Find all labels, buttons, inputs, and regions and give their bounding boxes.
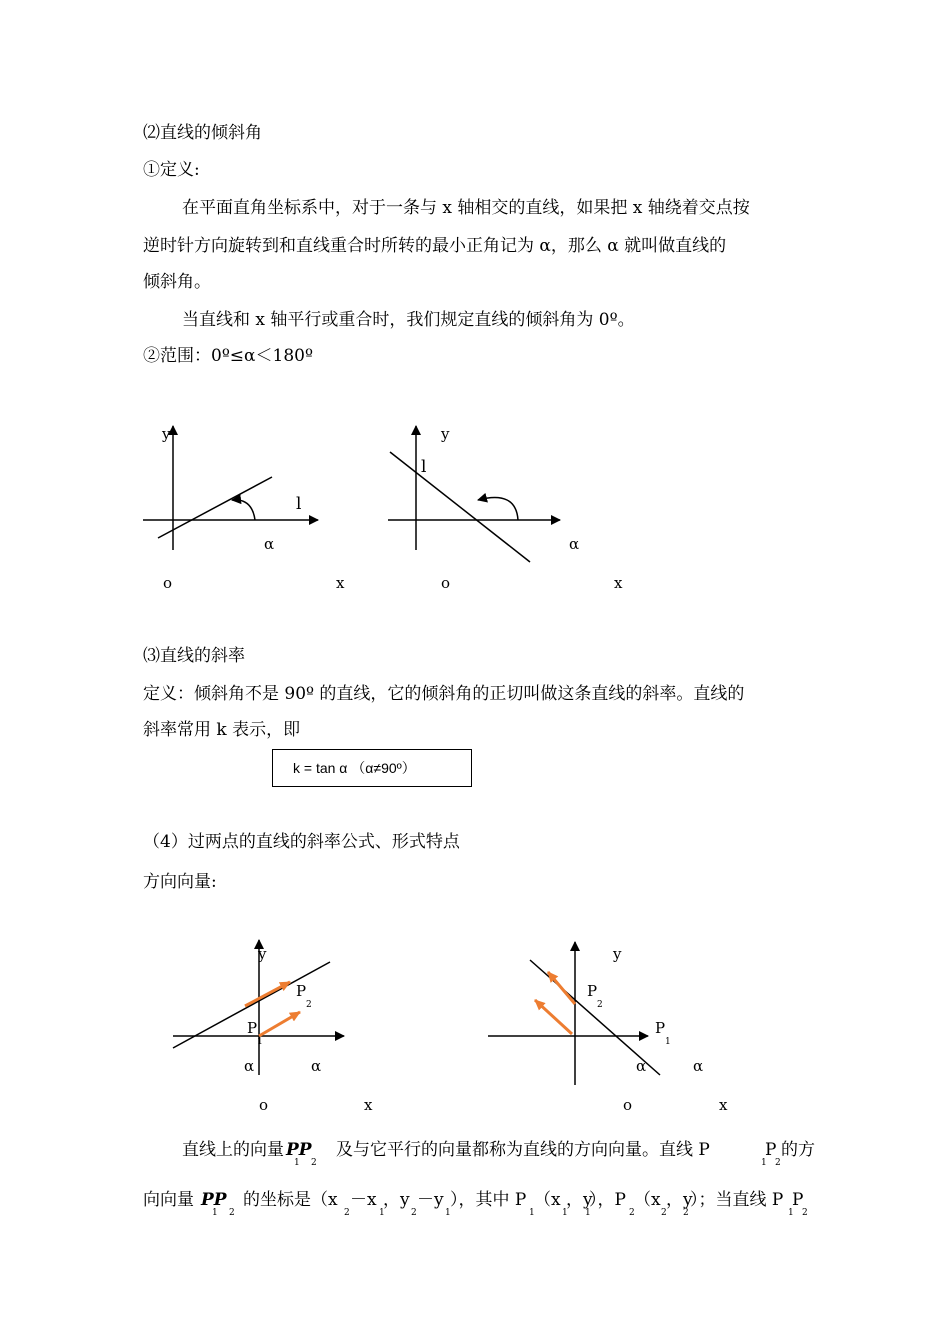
line-subscript-1: 1: [761, 1158, 767, 1168]
point-p1-subscript: 1: [257, 1037, 263, 1047]
x-axis-label: x: [614, 574, 623, 592]
zero-angle-rule: 当直线和 x 轴平行或重合时，我们规定直线的倾斜角为 0º。: [182, 310, 635, 330]
line-label: l: [421, 457, 427, 477]
range-text: ②范围：0º≤α＜180º: [143, 346, 313, 366]
x-axis-label: x: [336, 574, 345, 592]
paragraph-line-2-d: ，y: [383, 1190, 410, 1210]
slope-definition-line-1: 定义：倾斜角不是 90º 的直线，它的倾斜角的正切叫做这条直线的斜率。直线的: [143, 684, 745, 704]
alpha-label: α: [311, 1057, 322, 1075]
vector-p1p2: PP: [286, 1140, 312, 1160]
paragraph-line-2-b: 的坐标是（x: [243, 1190, 338, 1210]
line-p1-subscript: 1: [788, 1208, 794, 1218]
p1-subscript: 1: [529, 1208, 535, 1218]
y-axis-label: y: [441, 425, 450, 443]
definition-label: ①定义:: [143, 160, 200, 180]
direction-vector: [535, 1000, 572, 1034]
paragraph-line-2-f: ），其中 P: [450, 1190, 527, 1210]
y-axis-label: y: [613, 945, 622, 963]
point-p1-label: P: [247, 1019, 258, 1037]
point-p2-label: P: [296, 982, 307, 1000]
alpha-label: α: [693, 1057, 704, 1075]
origin-label: o: [163, 574, 173, 592]
x1-subscript: 1: [379, 1208, 385, 1218]
line-l: [390, 452, 530, 562]
paragraph-line-2-k: ，y: [666, 1190, 693, 1210]
line-p2-subscript: 2: [802, 1208, 808, 1218]
x2-subscript: 2: [344, 1208, 350, 1218]
line-subscript-2: 2: [775, 1158, 781, 1168]
paragraph-line-2-i: ），P: [589, 1190, 626, 1210]
alpha-label: α: [636, 1057, 647, 1075]
point-p1-label: P: [655, 1019, 666, 1037]
definition-line-3: 倾斜角。: [143, 272, 211, 292]
paragraph-line-1-a: 直线上的向量: [182, 1140, 284, 1160]
vector-subscript-2: 2: [229, 1208, 235, 1218]
slope-formula: k = tan α （α≠90º）: [293, 760, 416, 776]
slope-formula-box: [272, 749, 472, 787]
slope-definition-line-2: 斜率常用 k 表示，即: [143, 720, 301, 740]
section-heading-two-point: （4）过两点的直线的斜率公式、形式特点: [143, 832, 460, 852]
vector-subscript-1: 1: [212, 1208, 218, 1218]
paragraph-line-1-d: 的方: [781, 1140, 815, 1160]
paragraph-line-2-m: P: [792, 1190, 804, 1210]
point-p2-subscript: 2: [597, 1000, 603, 1010]
y1-coord-subscript: 1: [585, 1208, 591, 1218]
paragraph-line-2-g: （x: [534, 1190, 561, 1210]
point-p1-subscript: 1: [665, 1037, 671, 1047]
paragraph-line-2-e: －y: [417, 1190, 444, 1210]
paragraph-line-2-h: ，y: [566, 1190, 593, 1210]
alpha-label: α: [569, 535, 580, 553]
paragraph-line-2-l: ）；当直线 P: [690, 1190, 784, 1210]
direction-vector: [548, 972, 575, 1004]
point-p2-subscript: 2: [306, 1000, 312, 1010]
y2-subscript: 2: [411, 1208, 417, 1218]
section-heading-inclination: ⑵直线的倾斜角: [143, 123, 262, 143]
p2-subscript: 2: [629, 1208, 635, 1218]
definition-line-2: 逆时针方向旋转到和直线重合时所转的最小正角记为 α，那么 α 就叫做直线的: [143, 236, 727, 256]
definition-line-1: 在平面直角坐标系中，对于一条与 x 轴相交的直线，如果把 x 轴绕着交点按: [182, 198, 750, 218]
origin-label: o: [259, 1096, 269, 1114]
angle-arc: [478, 498, 518, 521]
y2-coord-subscript: 2: [683, 1208, 689, 1218]
direction-vector: [259, 1012, 300, 1036]
section-heading-slope: ⑶直线的斜率: [143, 646, 245, 666]
angle-arc: [232, 500, 255, 520]
direction-vector-label: 方向向量:: [143, 872, 217, 892]
x-axis-label: x: [719, 1096, 728, 1114]
direction-vector: [245, 982, 290, 1006]
y-axis-label: y: [162, 425, 171, 443]
alpha-label: α: [264, 535, 275, 553]
line-l: [158, 477, 272, 538]
paragraph-line-1-c: P: [765, 1140, 777, 1160]
vector-subscript-1: 1: [294, 1158, 300, 1168]
vector-subscript-2: 2: [311, 1158, 317, 1168]
x2-coord-subscript: 2: [661, 1208, 667, 1218]
origin-label: o: [623, 1096, 633, 1114]
paragraph-line-2-j: （x: [634, 1190, 661, 1210]
line-label: l: [296, 494, 302, 514]
y-axis-label: y: [258, 945, 267, 963]
paragraph-line-2-c: －x: [350, 1190, 377, 1210]
x-axis-label: x: [364, 1096, 373, 1114]
y1-subscript: 1: [445, 1208, 451, 1218]
paragraph-line-1-b: 及与它平行的向量都称为直线的方向向量。直线 P: [336, 1140, 710, 1160]
alpha-label: α: [244, 1057, 255, 1075]
point-p2-label: P: [587, 982, 598, 1000]
paragraph-line-2-a: 向向量: [143, 1190, 194, 1210]
vector-p1p2: PP: [201, 1190, 227, 1210]
x1-coord-subscript: 1: [562, 1208, 568, 1218]
origin-label: o: [441, 574, 451, 592]
